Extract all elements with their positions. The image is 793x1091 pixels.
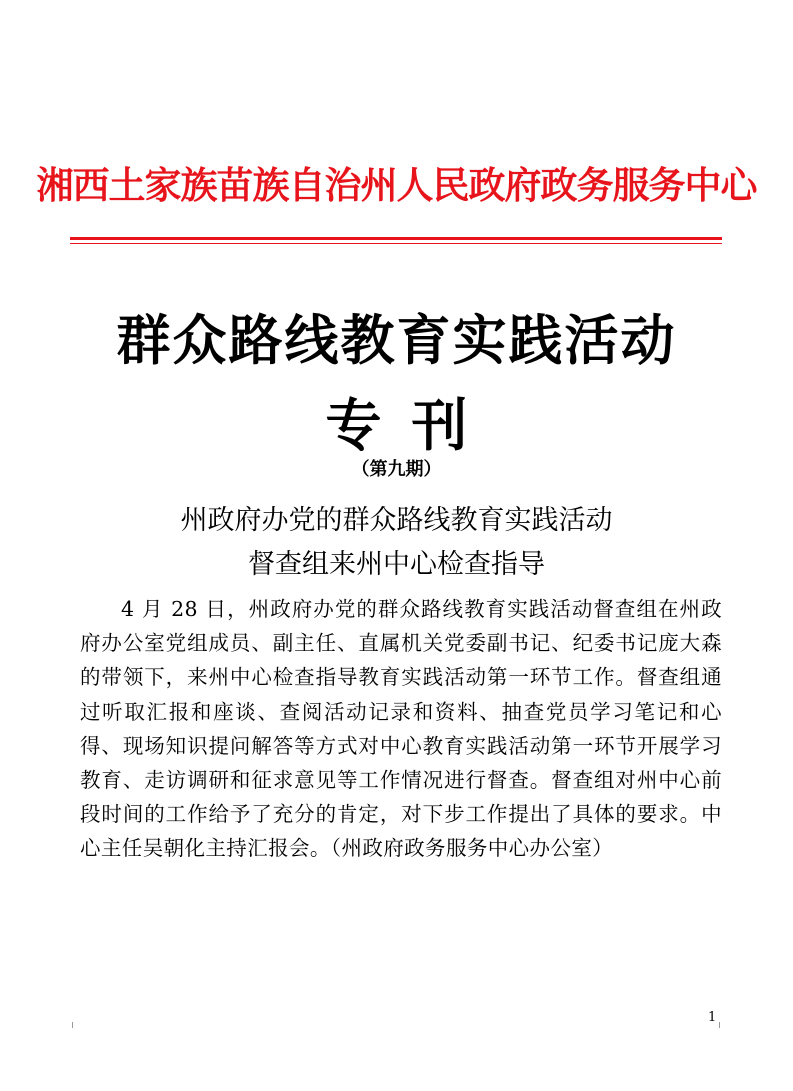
issue-number: （第九期） <box>351 459 442 480</box>
header-rule-thin <box>70 243 722 244</box>
page-number: 1 <box>708 1010 717 1025</box>
publication-title: 群众路线教育实践活动 <box>116 309 677 372</box>
article-headline-line2: 督查组来州中心检查指导 <box>248 549 545 580</box>
agency-header: 湘西土家族苗族自治州人民政府政务服务中心 <box>36 163 757 207</box>
publication-subtitle: 专刊 <box>325 394 498 459</box>
corner-mark-right <box>719 1022 720 1028</box>
article-body: 4 月 28 日，州政府办党的群众路线教育实践活动督查组在州政府办公室党组成员、副主任、直属机关党委副书记、纪委书记庞大森的带领下，来州中心检查指导教育实践活动第一环节工作。督查组通过听取汇报和座谈、查阅活动记录和资料、抽查党员学习笔记和心得、现场知识提问解答等方式对中心教育实践活动第一环节开展学习教育、走访调研和征求意见等工作情况进行督查。督查组对州中心前段时间的工作给予了充分的肯定，对下步工作提出了具体的要求。中心主任吴朝化主持汇报会。（州政府政务服务中心办公室） <box>80 597 722 861</box>
article-headline-line1: 州政府办党的群众路线教育实践活动 <box>180 505 613 536</box>
corner-mark-left <box>72 1022 73 1028</box>
header-rule-thick <box>70 237 722 240</box>
